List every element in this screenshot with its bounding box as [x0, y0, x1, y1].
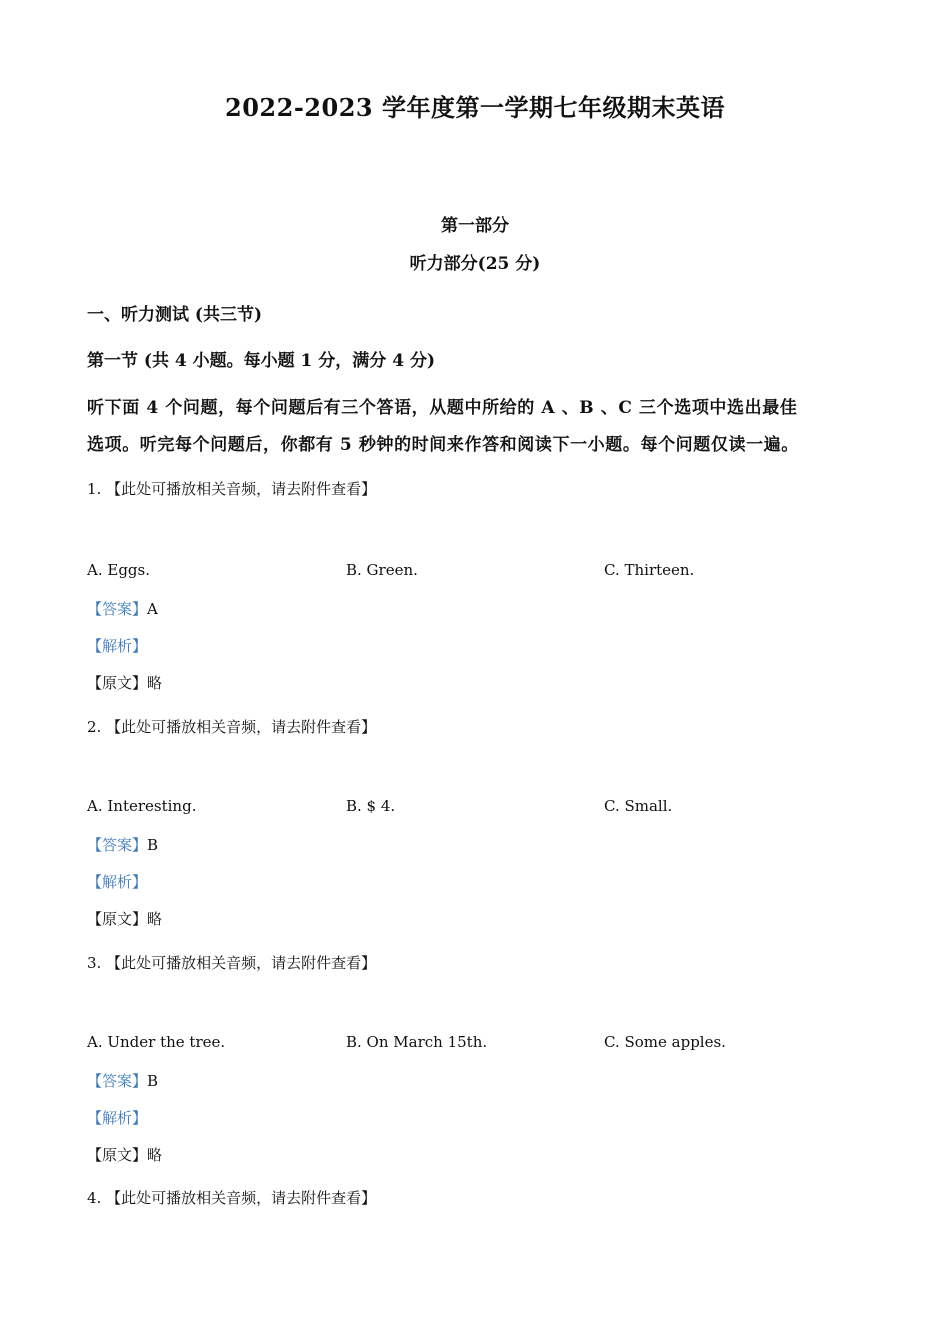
answer-value: A — [147, 600, 158, 618]
original-text: 略 — [147, 1146, 163, 1164]
question-2-option-b: B. $ 4. — [346, 797, 396, 815]
question-1-original — [87, 672, 162, 693]
section-heading: 一、听力测试 (共三节) — [87, 305, 263, 325]
question-1-analysis-label: 【解析】 — [87, 637, 148, 655]
subsection-heading: 第一节 (共 4 小题。每小题 1 分，满分 4 分) — [87, 351, 436, 371]
part-subtitle: 听力部分(25 分) — [409, 254, 541, 274]
question-1-answer — [87, 598, 158, 619]
part-heading: 第一部分 — [441, 216, 509, 236]
question-1-option-c: C. Thirteen. — [604, 561, 695, 579]
answer-label: 【答案】 — [87, 600, 148, 618]
question-2-option-c: C. Small. — [604, 797, 673, 815]
instructions-line-2: 选项。听完每个问题后，你都有 5 秒钟的时间来作答和阅读下一小题。每个问题仅读一遍。 — [87, 435, 799, 455]
question-2-analysis-label: 【解析】 — [87, 873, 148, 891]
original-text: 略 — [147, 910, 163, 928]
question-4-prompt: 4. 【此处可播放相关音频，请去附件查看】 — [87, 1189, 377, 1207]
question-1-prompt: 1. 【此处可播放相关音频，请去附件查看】 — [87, 480, 377, 498]
original-label: 【原文】 — [87, 1146, 148, 1164]
answer-label: 【答案】 — [87, 836, 148, 854]
question-2-original — [87, 908, 162, 929]
question-3-option-a: A. Under the tree. — [87, 1033, 226, 1051]
original-label: 【原文】 — [87, 910, 148, 928]
original-text: 略 — [147, 674, 163, 692]
question-1-option-a: A. Eggs. — [87, 561, 150, 579]
question-3-original — [87, 1144, 162, 1165]
document-title: 2022-2023 学年度第一学期七年级期末英语 — [225, 93, 725, 122]
question-2-answer — [87, 834, 158, 855]
answer-value: B — [147, 1072, 159, 1090]
instructions-line-1: 听下面 4 个问题，每个问题后有三个答语，从题中所给的 A 、B 、C 三个选项中选出最佳 — [87, 398, 798, 418]
question-2-prompt: 2. 【此处可播放相关音频，请去附件查看】 — [87, 718, 377, 736]
question-3-prompt: 3. 【此处可播放相关音频，请去附件查看】 — [87, 954, 377, 972]
question-3-option-c: C. Some apples. — [604, 1033, 726, 1051]
question-3-answer — [87, 1070, 158, 1091]
answer-value: B — [147, 836, 159, 854]
question-3-option-b: B. On March 15th. — [346, 1033, 488, 1051]
question-1-option-b: B. Green. — [346, 561, 418, 579]
question-2-option-a: A. Interesting. — [87, 797, 197, 815]
question-3-analysis-label: 【解析】 — [87, 1109, 148, 1127]
original-label: 【原文】 — [87, 674, 148, 692]
answer-label: 【答案】 — [87, 1072, 148, 1090]
